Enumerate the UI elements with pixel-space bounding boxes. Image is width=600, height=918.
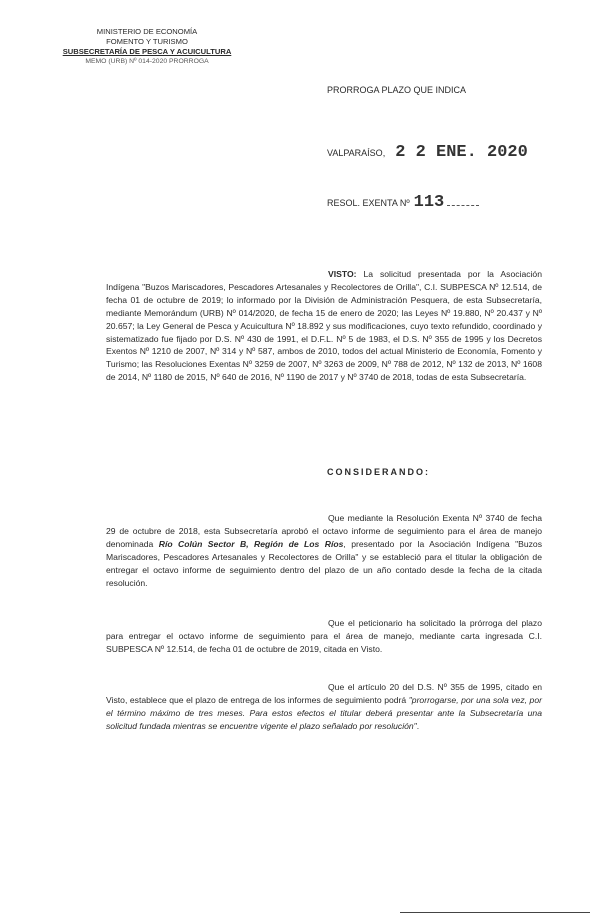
document-subject: PRORROGA PLAZO QUE INDICA: [327, 85, 467, 95]
footer-rule: [400, 912, 590, 913]
considerando-heading: CONSIDERANDO:: [327, 467, 431, 477]
considerando-paragraph-1: [106, 512, 542, 589]
visto-paragraph: [106, 268, 542, 384]
visto-heading: VISTO:: [328, 269, 357, 279]
p1-area-name: Río Colún Sector B, Región de Los Ríos: [158, 538, 344, 549]
considerando-paragraph-2: [106, 617, 542, 656]
undersecretariat-name: SUBSECRETARÍA DE PESCA Y ACUICULTURA: [62, 47, 232, 56]
ministry-subname: FOMENTO Y TURISMO: [106, 37, 188, 46]
considerando-paragraph-3: [106, 681, 542, 733]
letterhead: [52, 27, 242, 67]
resolution-line: [327, 193, 479, 212]
p3-quote: "prorrogarse, por una sola vez, por el término máximo de tres meses. Para estos efectos el titular deberá presentar ante la Subsecretaría una solicitud fundada mientras se encuentre vigente el plazo señalado por resolución": [106, 694, 542, 731]
p3-text-a: Que el artículo 20 del D.S. Nº 355 de 1995, citado en Visto, establece que el plazo de entrega de los informes de seguimiento podrá: [106, 682, 542, 705]
date-line: [327, 143, 528, 162]
resolution-blank-line: [447, 205, 479, 206]
ministry-name: MINISTERIO DE ECONOMÍA: [96, 27, 198, 36]
p3-text-b: .: [416, 720, 420, 731]
resolution-number: 113: [413, 193, 445, 212]
date-stamp: 2 2 ENE. 2020: [395, 143, 528, 162]
p1-text-b: , presentado por la Asociación Indígena "Buzos Mariscadores, Pescadores Artesanales y Recolectores de Orilla" y se estableció para el titular la obligación de entregar el octavo informe de seguimiento dentro del plazo de un año contado desde la fecha de la citada resolución.: [106, 538, 543, 588]
resolution-label: RESOL. EXENTA Nº: [327, 198, 410, 208]
p2-text: Que el peticionario ha solicitado la prórroga del plazo para entregar el octavo informe de seguimiento para el área de manejo, mediante carta ingresada C.I. SUBPESCA Nº 12.514, de fecha 01 de octubre de 2019, citada en Visto.: [106, 618, 542, 654]
p1-text-a: Que mediante la Resolución Exenta Nº 3740 de fecha 29 de octubre de 2018, esta Subsecretaría aprobó el octavo informe de seguimiento para el área de manejo denominada: [106, 513, 542, 549]
place-label: VALPARAÍSO,: [327, 148, 386, 158]
memo-reference: MEMO (URB) Nº 014-2020 PRORROGA: [85, 58, 209, 65]
visto-text: La solicitud presentada por la Asociación Indígena "Buzos Mariscadores, Pescadores Artesanales y Recolectores de Orilla", C.I. SUBPESCA Nº 12.514, de fecha 01 de octubre de 2019; lo informado por la División de Administración Pesquera, de esta Subsecretaría, mediante Memorándum (URB) Nº 014/2020, de fecha 15 de enero de 2020; las Leyes Nº 19.880, Nº 20.437 y Nº 20.657; la Ley General de Pesca y Acuicultura Nº 18.892 y sus modificaciones, cuyo texto refundido, coordinado y sistematizado fue fijado por D.S. Nº 430 de 1991, el D.F.L. Nº 5 de 1983, el D.S. Nº 355 de 1995 y los Decretos Exentos Nº 1210 de 2007, Nº 314 y Nº 587, ambos de 2010, todos del actual Ministerio de Economía, Fomento y Turismo; las Resoluciones Exentas Nº 3259 de 2007, Nº 3263 de 2009, Nº 788 de 2012, Nº 132 de 2013, Nº 1608 de 2014, Nº 1180 de 2015, Nº 640 de 2016, Nº 1190 de 2017 y Nº 3740 de 2018, todas de esta Subsecretaría.: [106, 269, 542, 383]
